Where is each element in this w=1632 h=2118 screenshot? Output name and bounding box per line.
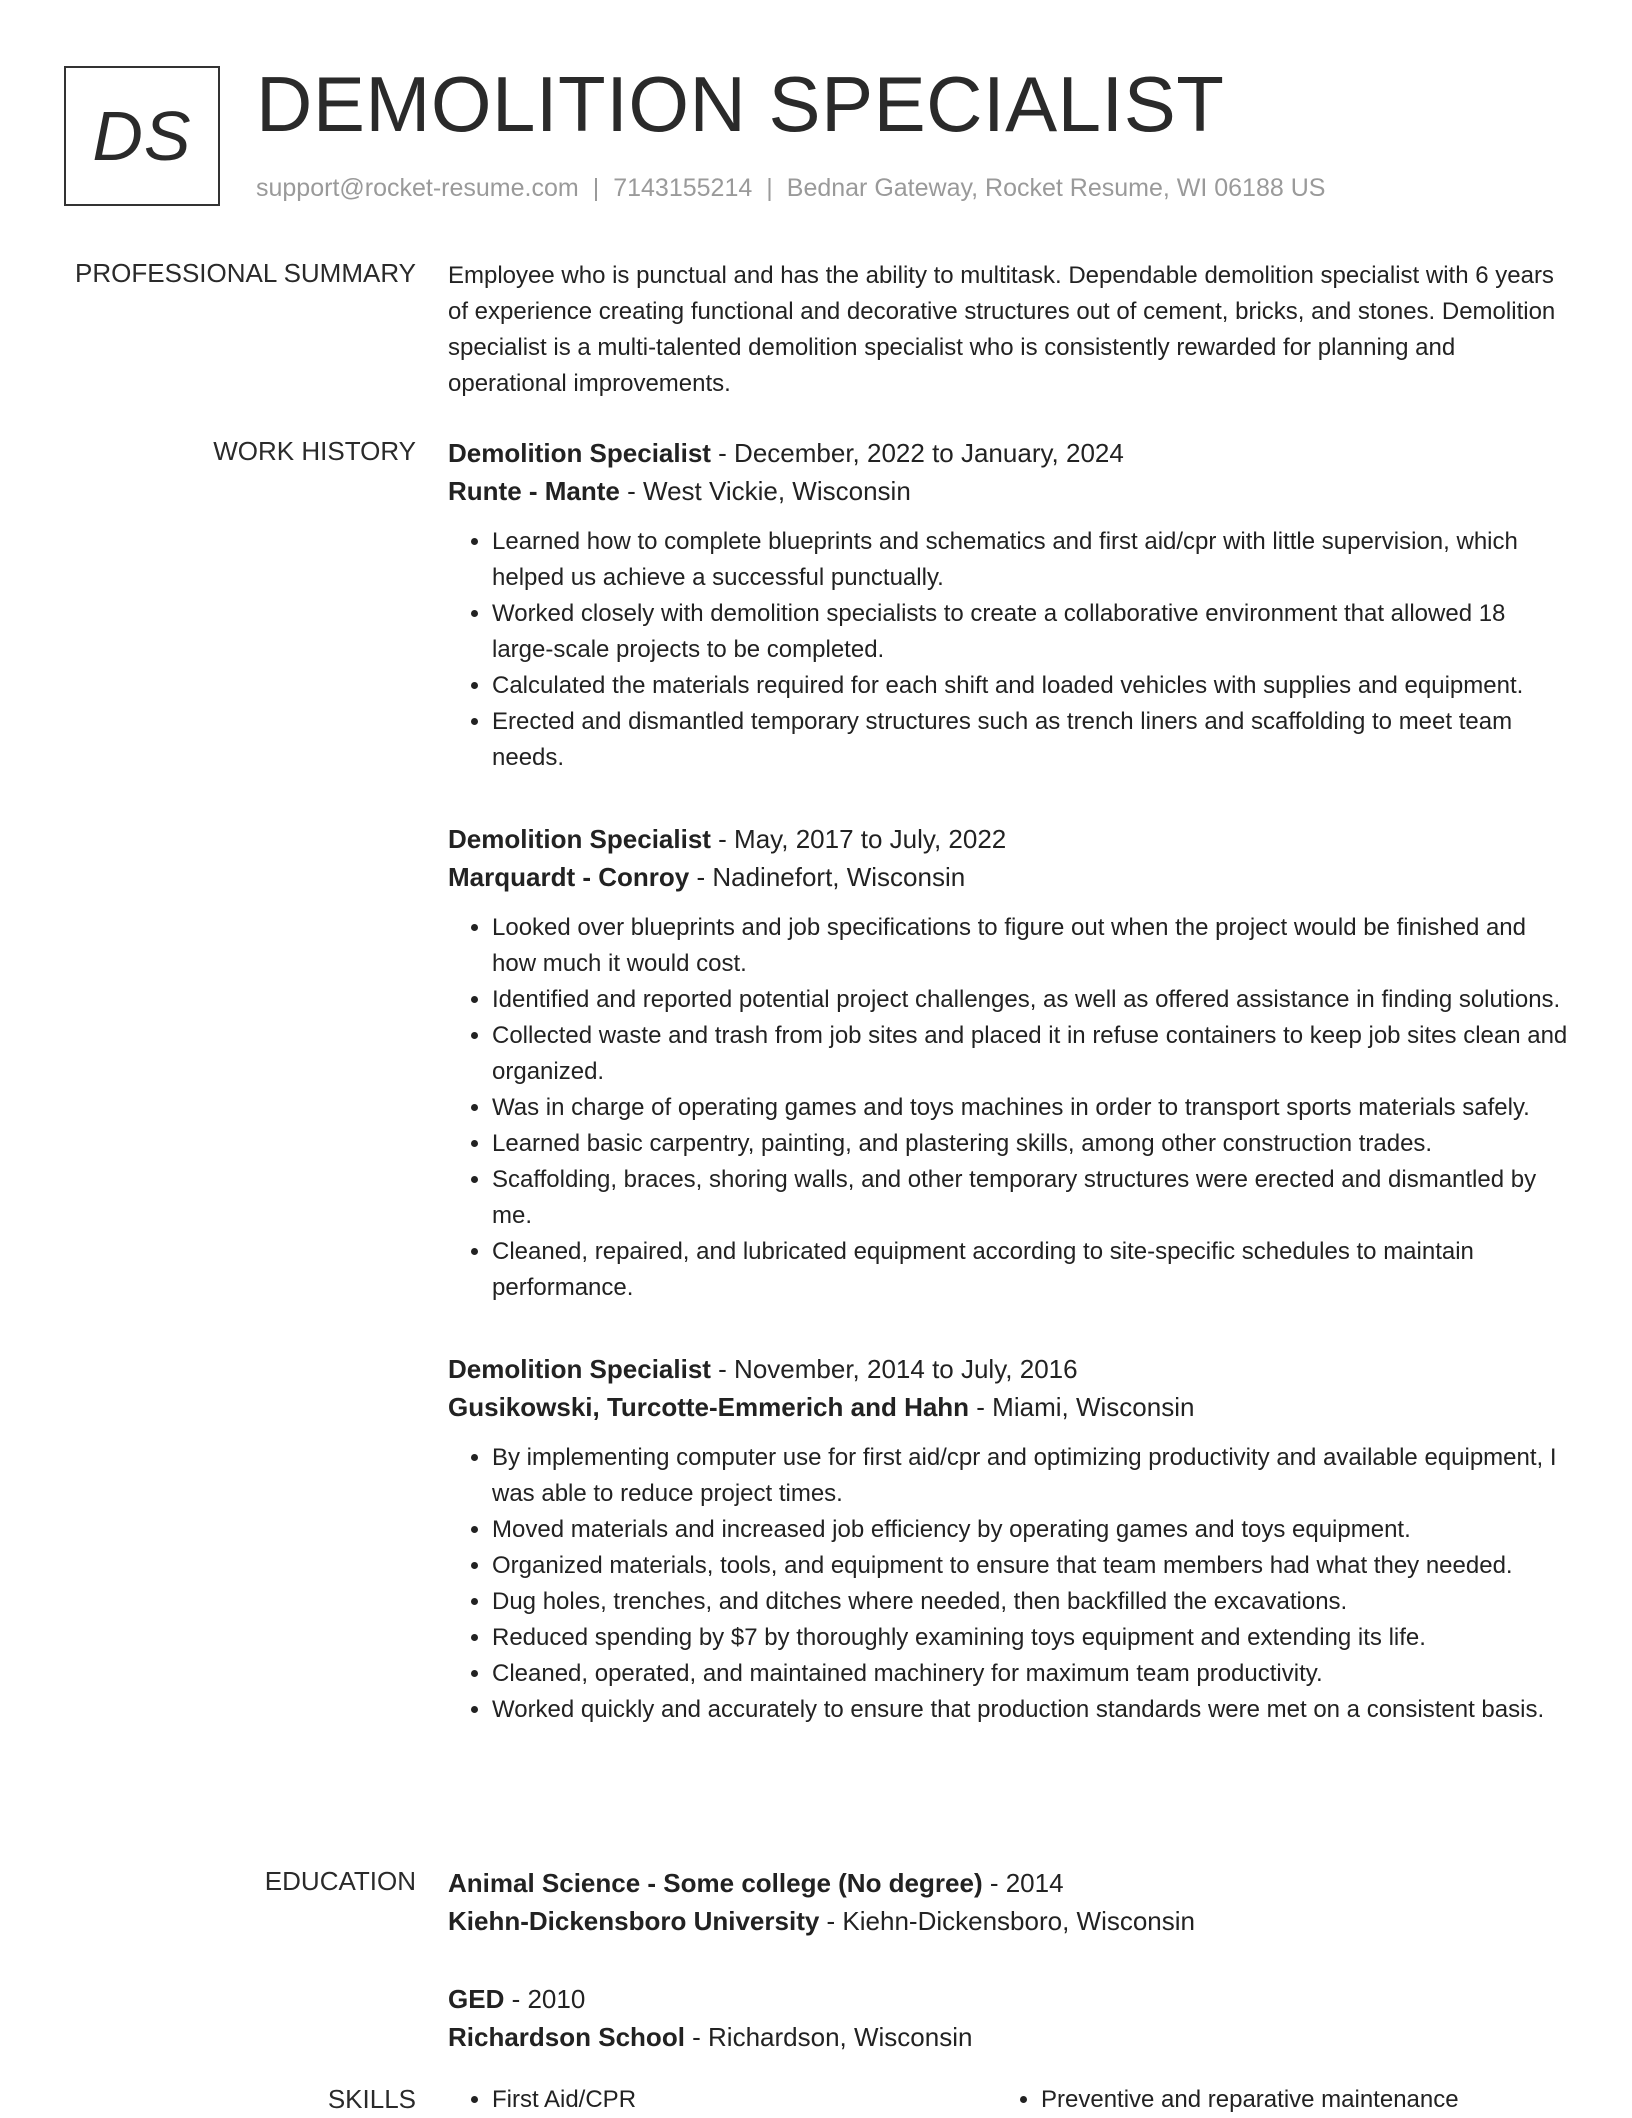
contact-address: Bednar Gateway, Rocket Resume, WI 06188 US: [786, 174, 1326, 202]
job-bullet: • Learned how to complete blueprints and schematics and first aid/cpr with little supervision, which helped us achieve a successful punctually.: [492, 524, 1568, 596]
job-bullet: • Organized materials, tools, and equipment to ensure that team members had what they needed.: [492, 1548, 1568, 1584]
job-bullet: • Scaffolding, braces, shoring walls, and other temporary structures were erected and dismantled by me.: [492, 1162, 1568, 1234]
section-label-education: EDUCATION: [264, 1866, 416, 1896]
job-company: Runte - Mante: [448, 476, 620, 506]
job-company-line: [448, 472, 1568, 510]
job-title-line: [448, 820, 1568, 858]
section-label-summary: PROFESSIONAL SUMMARY: [75, 258, 416, 288]
section-label-skills: SKILLS: [327, 2084, 416, 2114]
resume-title: DEMOLITION SPECIALIST: [256, 60, 1225, 148]
job-bullet: • Dug holes, trenches, and ditches where needed, then backfilled the excavations.: [492, 1584, 1568, 1620]
skill-item: • First Aid/CPR: [492, 2082, 997, 2118]
job-bullet: • Worked quickly and accurately to ensure that production standards were met on a consistent basis.: [492, 1692, 1568, 1728]
job-title-line: [448, 434, 1568, 472]
job-entry: [448, 434, 1568, 776]
education-degree-line: [448, 1980, 1568, 2018]
skills-grid: [448, 2082, 1568, 2118]
job-bullet: • Learned basic carpentry, painting, and plastering skills, among other construction trades.: [492, 1126, 1568, 1162]
monogram-badge: [64, 66, 220, 206]
job-company: Gusikowski, Turcotte-Emmerich and Hahn: [448, 1392, 970, 1422]
job-title: Demolition Specialist: [448, 1354, 711, 1384]
job-bullets: [448, 910, 1568, 1306]
job-dates: - May, 2017 to July, 2022: [710, 824, 1007, 854]
education-school: Richardson School: [448, 2022, 685, 2052]
job-bullet: • Looked over blueprints and job specifications to figure out when the project would be finished and how much it would cost.: [492, 910, 1568, 982]
education-location: - Richardson, Wisconsin: [684, 2022, 973, 2052]
job-bullet: • Collected waste and trash from job sites and placed it in refuse containers to keep job sites clean and organized.: [492, 1018, 1568, 1090]
job-bullet: • Cleaned, repaired, and lubricated equipment according to site-specific schedules to maintain performance.: [492, 1234, 1568, 1306]
job-bullet: • Identified and reported potential project challenges, as well as offered assistance in finding solutions.: [492, 982, 1568, 1018]
job-bullet: • Cleaned, operated, and maintained machinery for maximum team productivity.: [492, 1656, 1568, 1692]
job-title: Demolition Specialist: [448, 438, 711, 468]
job-bullet: • Was in charge of operating games and toys machines in order to transport sports materials safely.: [492, 1090, 1568, 1126]
contact-phone[interactable]: 7143155214: [613, 174, 753, 202]
education-year: - 2010: [504, 1984, 586, 2014]
education-location: - Kiehn-Dickensboro, Wisconsin: [819, 1906, 1196, 1936]
contact-separator: |: [766, 174, 773, 202]
job-location: - West Vickie, Wisconsin: [619, 476, 911, 506]
job-company-line: [448, 858, 1568, 896]
job-title: Demolition Specialist: [448, 824, 711, 854]
education-degree-line: [448, 1864, 1568, 1902]
section-label-work: WORK HISTORY: [213, 436, 416, 466]
summary-text: Employee who is punctual and has the ability to multitask. Dependable demolition specialist with 6 years of experience creating functional and decorative structures out of cement, bricks, and stones. Demolition specialist is a multi-talented demolition specialist who is consistently rewarded for planning and operational improvements.: [448, 262, 1556, 397]
monogram-initials: DS: [92, 97, 192, 175]
job-bullet: • By implementing computer use for first aid/cpr and optimizing productivity and available equipment, I was able to reduce project times.: [492, 1440, 1568, 1512]
education-degree: Animal Science - Some college (No degree): [448, 1868, 983, 1898]
education-degree: GED: [448, 1984, 505, 2014]
job-location: - Miami, Wisconsin: [969, 1392, 1195, 1422]
skill-item: • Preventive and reparative maintenance: [1041, 2082, 1546, 2118]
contact-line: [256, 174, 1325, 203]
education-school: Kiehn-Dickensboro University: [448, 1906, 820, 1936]
job-company: Marquardt - Conroy: [448, 862, 690, 892]
education-school-line: [448, 1902, 1568, 1940]
job-bullet: • Erected and dismantled temporary structures such as trench liners and scaffolding to meet team needs.: [492, 704, 1568, 776]
work-history-section: [448, 434, 1568, 1772]
job-bullet: • Worked closely with demolition specialists to create a collaborative environment that allowed 18 large-scale projects to be completed.: [492, 596, 1568, 668]
summary-section: [448, 258, 1568, 402]
job-bullet: • Calculated the materials required for each shift and loaded vehicles with supplies and equipment.: [492, 668, 1568, 704]
education-school-line: [448, 2018, 1568, 2056]
contact-email[interactable]: support@rocket-resume.com: [256, 174, 579, 202]
contact-separator: |: [592, 174, 600, 202]
job-entry: [448, 1350, 1568, 1728]
education-year: - 2014: [982, 1868, 1064, 1898]
job-dates: - December, 2022 to January, 2024: [710, 438, 1124, 468]
job-title-line: [448, 1350, 1568, 1388]
job-company-line: [448, 1388, 1568, 1426]
job-bullets: [448, 1440, 1568, 1728]
job-dates: - November, 2014 to July, 2016: [710, 1354, 1078, 1384]
education-entry: [448, 1864, 1568, 1940]
job-bullet: • Moved materials and increased job efficiency by operating games and toys equipment.: [492, 1512, 1568, 1548]
education-entry: [448, 1980, 1568, 2056]
job-bullets: [448, 524, 1568, 776]
job-location: - Nadinefort, Wisconsin: [689, 862, 966, 892]
skills-section: [448, 2082, 1568, 2118]
job-bullet: • Reduced spending by $7 by thoroughly examining toys equipment and extending its life.: [492, 1620, 1568, 1656]
skills-column-left: [448, 2082, 997, 2118]
job-entry: [448, 820, 1568, 1306]
education-section: [448, 1864, 1568, 2096]
skills-column-right: [997, 2082, 1546, 2118]
